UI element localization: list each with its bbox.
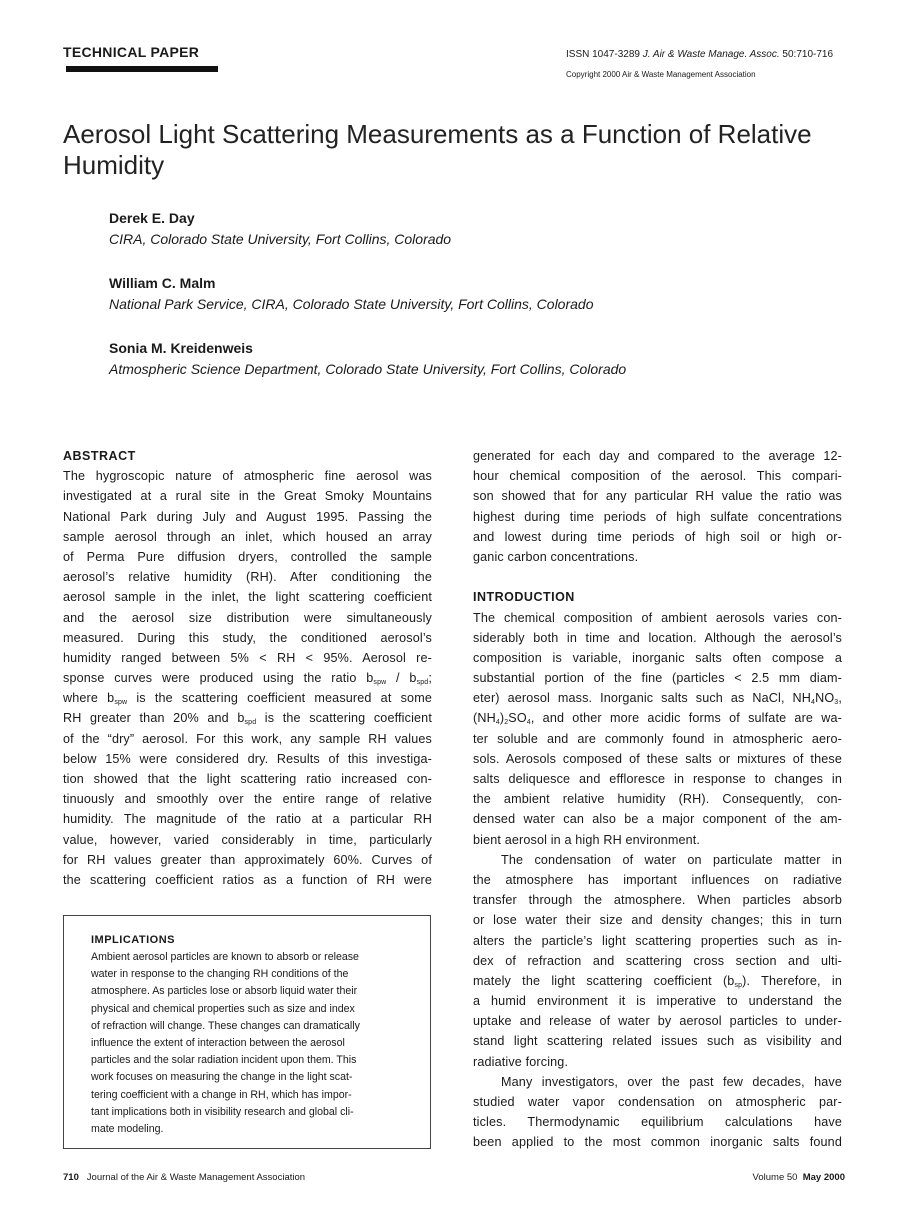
text-segment: composition is variable, inorganic salts often compose a <box>473 650 842 665</box>
text-segment: (NH <box>473 711 496 726</box>
text-segment: been applied to the most common inorganic salts found <box>473 1135 842 1150</box>
text-line <box>63 587 432 607</box>
right-column <box>473 446 842 1153</box>
abstract-heading: ABSTRACT <box>63 449 136 463</box>
issn: ISSN 1047-3289 <box>566 49 640 60</box>
text-segment: influence the extent of interaction between the aerosol <box>91 1036 345 1049</box>
subscript: 4 <box>811 699 816 707</box>
text-line <box>473 507 842 527</box>
text-segment: sample aerosol through an inlet, which housed an array <box>63 529 432 544</box>
text-line <box>63 608 432 628</box>
text-line <box>473 466 842 486</box>
text-line <box>473 971 842 991</box>
text-segment: aerosol sample in the inlet, the light scattering coefficient <box>63 590 432 605</box>
text-segment: of the “dry” aerosol. For this work, any sample RH values <box>63 731 432 746</box>
text-segment: densed water can also be a major component of the am- <box>473 812 842 827</box>
text-segment: siderably both in time and location. Although the aerosol’s <box>473 630 842 645</box>
text-line <box>473 1072 842 1092</box>
text-segment: a humid environment it is imperative to understand the <box>473 994 842 1009</box>
text-line <box>473 486 842 506</box>
text-segment: for RH values greater than approximately 60%. Curves of <box>63 852 432 867</box>
abstract-text <box>63 466 432 890</box>
text-line <box>473 850 842 870</box>
text-line <box>473 870 842 890</box>
subscript: 2 <box>504 719 509 727</box>
text-segment: and the aerosol size distribution were simultaneously <box>63 610 432 625</box>
text-segment: substantial portion of the fine (particles < 2.5 mm diam- <box>473 671 842 686</box>
text-segment: mate modeling. <box>91 1122 164 1135</box>
text-line <box>473 446 842 466</box>
text-segment: the scattering coefficient ratios as a function of RH were <box>63 872 432 887</box>
text-line <box>63 648 432 668</box>
text-segment: generated for each day and compared to the average 12- <box>473 449 842 463</box>
text-segment: Many investigators, over the past few decades, have <box>501 1074 842 1089</box>
text-line <box>63 809 432 829</box>
text-segment: sols. Aerosols composed of these salts or mixtures of these <box>473 751 842 766</box>
text-line <box>63 769 432 789</box>
text-line <box>473 749 842 769</box>
text-segment: and lowest during time periods of high soil or high or- <box>473 529 842 544</box>
author-affiliation: Atmospheric Science Department, Colorado State University, Fort Collins, Colorado <box>109 361 627 377</box>
footer-journal: Journal of the Air & Waste Management Association <box>86 1172 306 1183</box>
text-segment: tant implications both in visibility research and global cli- <box>91 1105 354 1118</box>
text-segment: NO <box>815 691 835 706</box>
text-segment: son showed that for any particular RH value the ratio was <box>473 489 842 504</box>
author-block <box>109 340 626 377</box>
implications-box <box>63 915 431 1149</box>
text-segment: alters the particle’s light scattering properties such as in- <box>473 933 842 948</box>
text-segment: stand light scattering related issues such as visibility and <box>473 1034 842 1049</box>
text-segment: eter) aerosol mass. Inorganic salts such as NaCl, NH <box>473 691 812 706</box>
text-segment: / b <box>386 671 417 686</box>
text-segment: National Park during July and August 1995. Passing the <box>63 509 432 524</box>
text-segment: radiative forcing. <box>473 1054 569 1069</box>
text-line <box>63 789 432 809</box>
text-line <box>473 708 842 728</box>
text-line <box>473 527 842 547</box>
text-segment: physical and chemical properties such as size and index <box>91 1002 355 1015</box>
text-line <box>63 850 432 870</box>
text-segment: or lose water their size and density changes; this in turn <box>473 913 842 928</box>
footer-volume: Volume 50 <box>752 1172 798 1183</box>
text-segment: ; <box>428 671 432 686</box>
introduction-text <box>473 608 842 1153</box>
text-segment: SO <box>508 711 527 726</box>
text-line <box>473 628 842 648</box>
text-line <box>63 507 432 527</box>
text-segment: ter soluble and are commonly found in atmospheric aero- <box>473 731 842 746</box>
text-segment: ) <box>499 711 505 726</box>
text-line <box>91 949 405 966</box>
text-segment: dex of refraction and scattering cross section and ulti- <box>473 953 842 968</box>
text-line <box>63 729 432 749</box>
text-line <box>473 547 842 567</box>
subscript: sp <box>734 981 743 989</box>
text-line <box>473 729 842 749</box>
text-line <box>63 547 432 567</box>
author-affiliation: National Park Service, CIRA, Colorado State University, Fort Collins, Colorado <box>109 296 594 312</box>
subscript: spd <box>416 679 429 687</box>
text-segment: work focuses on measuring the change in the light scat- <box>91 1071 353 1084</box>
text-line <box>473 769 842 789</box>
text-line <box>91 1104 405 1121</box>
text-line <box>63 708 432 728</box>
author-name: Derek E. Day <box>109 210 195 226</box>
text-segment: water in response to the changing RH conditions of the <box>91 968 349 981</box>
text-segment: is the scattering coefficient measured at some <box>127 691 432 706</box>
text-segment: tering coefficient with a change in RH, which has impor- <box>91 1088 352 1101</box>
text-line <box>63 749 432 769</box>
text-line <box>473 1132 842 1152</box>
subscript: 3 <box>834 699 839 707</box>
text-line <box>91 1069 405 1086</box>
text-segment: RH greater than 20% and b <box>63 711 245 726</box>
text-segment: measured. During this study, the conditioned aerosol’s <box>63 630 432 645</box>
text-line <box>473 789 842 809</box>
author-name: William C. Malm <box>109 275 216 291</box>
text-line <box>91 1035 405 1052</box>
page-footer <box>63 1172 845 1183</box>
text-line <box>91 1018 405 1035</box>
text-line <box>63 466 432 486</box>
text-line <box>473 608 842 628</box>
text-segment: aerosol’s relative humidity (RH). After conditioning the <box>63 570 432 585</box>
text-segment: , and other more acidic forms of sulfate are wa- <box>530 711 842 726</box>
copyright: Copyright 2000 Air & Waste Management Association <box>566 70 756 79</box>
text-line <box>63 567 432 587</box>
text-line <box>473 1092 842 1112</box>
text-segment: atmosphere. As particles lose or absorb liquid water their <box>91 985 358 998</box>
text-line <box>473 1031 842 1051</box>
abstract-continued <box>473 446 842 567</box>
text-segment: of refraction will change. These changes can dramatically <box>91 1019 360 1032</box>
subscript: spw <box>114 699 128 707</box>
citation-line <box>566 49 833 60</box>
text-line <box>91 966 405 983</box>
text-segment: salts deliquesce and effloresce in response to changes in <box>473 772 842 786</box>
text-line <box>473 830 842 850</box>
footer-date: May 2000 <box>802 1172 845 1183</box>
text-segment: ). Therefore, in <box>742 973 842 988</box>
text-segment: humidity ranged between 5% < RH < 95%. Aerosol re- <box>63 650 432 665</box>
text-line <box>473 931 842 951</box>
text-line <box>473 991 842 1011</box>
subscript: spw <box>373 679 387 687</box>
text-line <box>63 527 432 547</box>
text-line <box>91 1087 405 1104</box>
text-line <box>473 951 842 971</box>
text-segment: tinuously and smoothly over the entire range of relative <box>63 792 432 807</box>
text-line <box>473 910 842 930</box>
implications-heading: IMPLICATIONS <box>91 934 176 946</box>
text-segment: highest during time periods of high sulfate concentrations <box>473 509 842 524</box>
text-line <box>63 486 432 506</box>
author-name: Sonia M. Kreidenweis <box>109 340 253 356</box>
text-segment: , <box>838 691 842 706</box>
text-segment: is the scattering coefficient <box>256 711 432 726</box>
text-line <box>473 890 842 910</box>
text-segment: of Perma Pure diffusion dryers, controlled the sample <box>63 549 432 564</box>
text-line <box>63 870 432 890</box>
subscript: spd <box>244 719 257 727</box>
text-line <box>91 983 405 1000</box>
text-line <box>91 1001 405 1018</box>
text-line <box>473 668 842 688</box>
text-line <box>473 688 842 708</box>
citation: 50:710-716 <box>782 49 834 60</box>
text-segment: mately the light scattering coefficient (b <box>473 973 735 988</box>
author-affiliation: CIRA, Colorado State University, Fort Collins, Colorado <box>109 231 452 247</box>
text-segment: where b <box>63 691 115 706</box>
text-line <box>63 668 432 688</box>
text-segment: ticles. Thermodynamic equilibrium calculations have <box>473 1115 842 1130</box>
text-line <box>63 628 432 648</box>
text-segment: the atmosphere has important influences on radiative <box>473 872 842 887</box>
text-segment: The hygroscopic nature of atmospheric fine aerosol was <box>63 469 432 484</box>
implications-text <box>91 949 405 1138</box>
text-segment: The chemical composition of ambient aerosols varies con- <box>473 610 842 625</box>
text-segment: Ambient aerosol particles are known to absorb or release <box>91 951 359 963</box>
text-line <box>91 1121 405 1138</box>
text-line <box>473 809 842 829</box>
text-segment: below 15% were considered dry. Results of this investiga- <box>63 751 432 766</box>
section-bar <box>66 66 218 72</box>
text-segment: sponse curves were produced using the ratio b <box>63 671 374 686</box>
text-segment: investigated at a rural site in the Great Smoky Mountains <box>63 489 432 504</box>
introduction-heading: INTRODUCTION <box>473 590 575 605</box>
text-line <box>63 830 432 850</box>
text-segment: particles and the solar radiation incident upon them. This <box>91 1054 357 1067</box>
section-label: TECHNICAL PAPER <box>63 44 200 60</box>
text-line <box>473 1112 842 1132</box>
subscript: 4 <box>495 719 500 727</box>
text-segment: ganic carbon concentrations. <box>473 549 639 564</box>
text-segment: hour chemical composition of the aerosol. This compari- <box>473 469 842 484</box>
text-line <box>473 648 842 668</box>
text-line <box>63 688 432 708</box>
text-segment: bient aerosol in a high RH environment. <box>473 832 701 847</box>
text-line <box>91 1052 405 1069</box>
page-number: 710 <box>63 1172 79 1183</box>
text-segment: value, however, varied considerably in time, particularly <box>63 832 432 847</box>
text-segment: studied water vapor condensation on atmospheric par- <box>473 1095 842 1109</box>
journal-abbrev: J. Air & Waste Manage. Assoc. <box>642 49 780 60</box>
paper-title: Aerosol Light Scattering Measurements as a Function of Relative Humidity <box>63 119 812 180</box>
text-segment: the ambient relative humidity (RH). Consequently, con- <box>473 792 842 807</box>
text-segment: humidity. The magnitude of the ratio at a particular RH <box>63 812 432 827</box>
text-line <box>473 1052 842 1072</box>
author-block <box>109 210 451 247</box>
text-segment: uptake and release of water by aerosol particles to under- <box>473 1014 842 1029</box>
text-line <box>473 1011 842 1031</box>
text-segment: tion showed that the light scattering ratio increased con- <box>63 772 432 786</box>
left-column <box>63 446 432 890</box>
text-segment: transfer through the atmosphere. When particles absorb <box>473 893 842 908</box>
text-segment: The condensation of water on particulate matter in <box>501 852 842 867</box>
author-block <box>109 275 593 312</box>
subscript: 4 <box>526 719 531 727</box>
